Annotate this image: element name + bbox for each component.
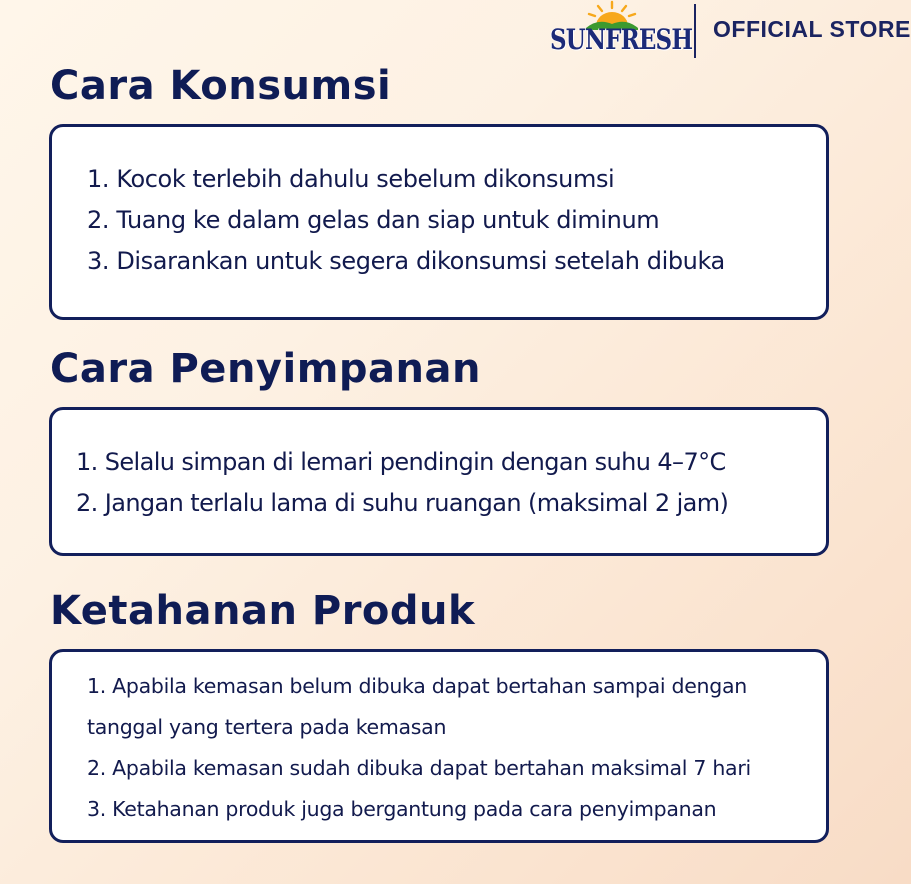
shelf-life-box [49, 649, 829, 843]
list-item: 2. Apabila kemasan sudah dibuka dapat bertahan maksimal 7 hari [87, 756, 751, 780]
list-item: 1. Selalu simpan di lemari pendingin dengan suhu 4–7°C [76, 448, 726, 476]
list-item: 3. Disarankan untuk segera dikonsumsi setelah dibuka [87, 247, 725, 275]
list-item: 3. Ketahanan produk juga bergantung pada cara penyimpanan [87, 797, 717, 821]
list-item: 2. Tuang ke dalam gelas dan siap untuk diminum [87, 206, 660, 234]
section-title-shelf-life: Ketahanan Produk [50, 588, 476, 634]
sunfresh-logo [548, 0, 693, 66]
consumption-box [49, 124, 829, 320]
logo-wordmark: SUNFRESH [550, 23, 693, 56]
list-item: 1. Kocok terlebih dahulu sebelum dikonsumsi [87, 165, 615, 193]
brand-header [548, 0, 911, 66]
official-store-label: OFFICIAL STORE [713, 16, 911, 42]
header-divider [694, 4, 696, 58]
storage-box [49, 407, 829, 556]
section-title-storage: Cara Penyimpanan [50, 346, 481, 392]
list-item: tanggal yang tertera pada kemasan [87, 715, 447, 739]
section-title-consumption: Cara Konsumsi [50, 63, 392, 109]
list-item: 2. Jangan terlalu lama di suhu ruangan (maksimal 2 jam) [76, 489, 729, 517]
list-item: 1. Apabila kemasan belum dibuka dapat bertahan sampai dengan [87, 674, 747, 698]
